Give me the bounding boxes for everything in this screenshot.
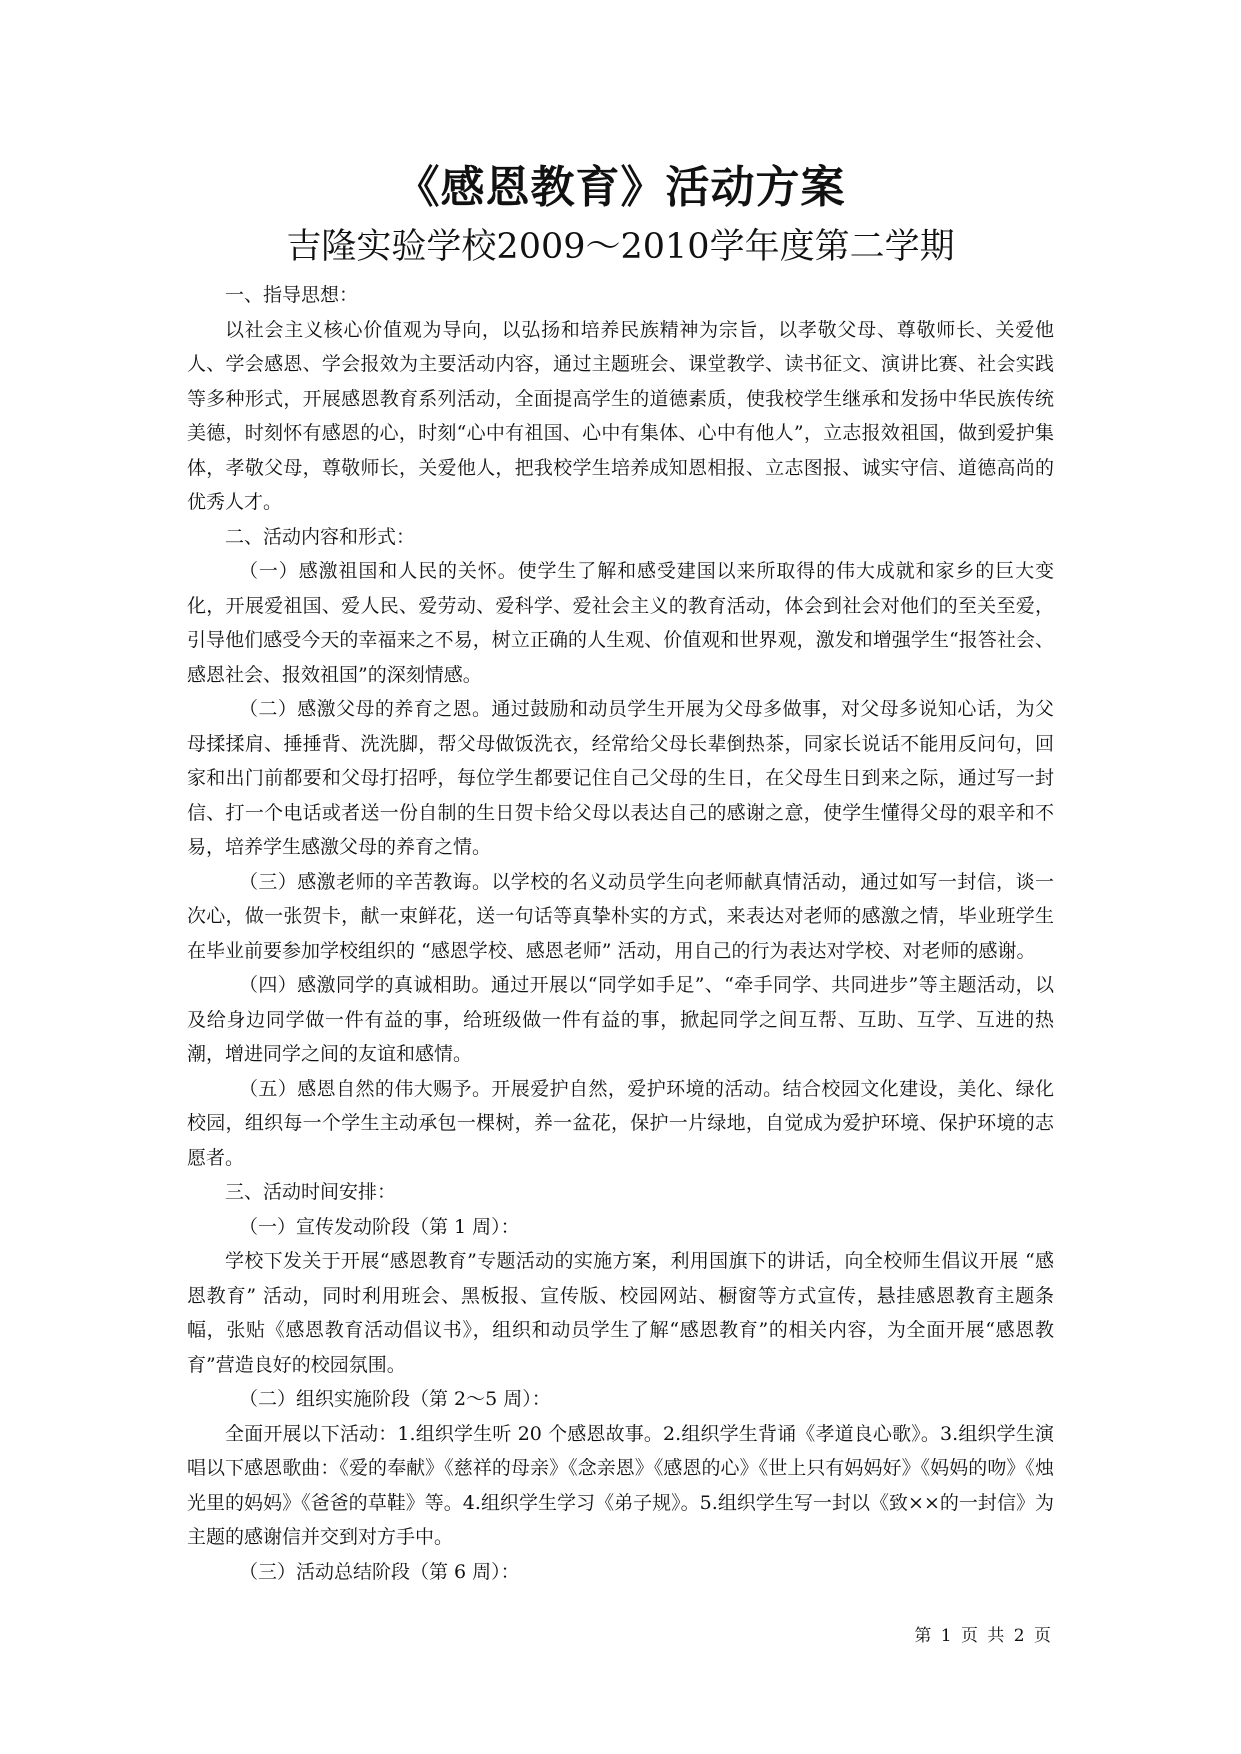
paragraph-gratitude-teachers: （三）感激老师的辛苦教诲。以学校的名义动员学生向老师献真情活动，通过如写一封信，谈一次心，做一张贺卡，献一束鲜花，送一句话等真挚朴实的方式，来表达对老师的感激之情，毕业班学生在毕业前要参加学校组织的 “感恩学校、感恩老师” 活动，用自己的行为表达对学校、对老师的感谢。	[187, 870, 1054, 962]
paragraph-phase-1: 学校下发关于开展“感恩教育”专题活动的实施方案，利用国旗下的讲话，向全校师生倡议开展 “感恩教育” 活动，同时利用班会、黑板报、宣传版、校园网站、橱窗等方式宣传，悬挂感恩教育主题条幅，张贴《感恩教育活动倡议书》，组织和动员学生了解“感恩教育”的相关内容，为全面开展“感恩教育”营造良好的校园氛围。	[187, 1250, 1054, 1376]
document-subtitle: 吉隆实验学校2009～2010学年度第二学期	[286, 227, 955, 267]
section-heading-schedule: 三、活动时间安排：	[225, 1181, 397, 1203]
paragraph-guiding-ideology: 以社会主义核心价值观为导向，以弘扬和培养民族精神为宗旨，以孝敬父母、尊敬师长、关爱他人、学会感恩、学会报效为主要活动内容，通过主题班会、课堂教学、读书征文、演讲比赛、社会实践等多种形式，开展感恩教育系列活动，全面提高学生的道德素质，使我校学生继承和发扬中华民族传统美德，时刻怀有感恩的心，时刻“心中有祖国、心中有集体、心中有他人”，立志报效祖国，做到爱护集体，孝敬父母，尊敬师长，关爱他人，把我校学生培养成知恩相报、立志图报、诚实守信、道德高尚的优秀人才。	[187, 318, 1054, 513]
document-body	[187, 278, 1054, 1589]
paragraph-gratitude-classmates: （四）感激同学的真诚相助。通过开展以“同学如手足”、“牵手同学、共同进步”等主题活动，以及给身边同学做一件有益的事，给班级做一件有益的事，掀起同学之间互帮、互助、互学、互进的热潮，增进同学之间的友谊和感情。	[187, 974, 1054, 1065]
schedule-phase-2-heading: （二）组织实施阶段（第 2～5 周）：	[239, 1388, 551, 1410]
paragraph-gratitude-nature: （五）感恩自然的伟大赐予。开展爱护自然，爱护环境的活动。结合校园文化建设，美化、绿化校园，组织每一个学生主动承包一棵树，养一盆花，保护一片绿地，自觉成为爱护环境、保护环境的志愿者。	[187, 1077, 1054, 1169]
section-heading-activity-content: 二、活动内容和形式：	[225, 525, 416, 548]
schedule-phase-1-heading: （一）宣传发动阶段（第 1 周）：	[239, 1215, 520, 1238]
section-heading-guiding-ideology: 一、指导思想：	[225, 284, 359, 306]
paragraph-gratitude-country: （一）感激祖国和人民的关怀。使学生了解和感受建国以来所取得的伟大成就和家乡的巨大变化，开展爱祖国、爱人民、爱劳动、爱科学、爱社会主义的教育活动，体会到社会对他们的至关至爱，引导他们感受今天的幸福来之不易，树立正确的人生观、价值观和世界观，激发和增强学生“报答社会、感恩社会、报效祖国”的深刻情感。	[187, 560, 1054, 686]
paragraph-phase-2: 全面开展以下活动：1.组织学生听 20 个感恩故事。2.组织学生背诵《孝道良心歌》。3.组织学生演唱以下感恩歌曲：《爱的奉献》《慈祥的母亲》《念亲恩》《感恩的心》《世上只有妈妈好》《妈妈的吻》《烛光里的妈妈》《爸爸的草鞋》等。4.组织学生学习《弟子规》。5.组织学生写一封以《致××的一封信》为主题的感谢信并交到对方手中。	[187, 1422, 1054, 1548]
schedule-phase-3-heading: （三）活动总结阶段（第 6 周）：	[239, 1560, 520, 1583]
page-number-footer: 第 1 页 共 2 页	[914, 1626, 1051, 1646]
document-title: 《感恩教育》活动方案	[395, 162, 846, 213]
paragraph-gratitude-parents: （二）感激父母的养育之恩。通过鼓励和动员学生开展为父母多做事，对父母多说知心话，为父母揉揉肩、捶捶背、洗洗脚，帮父母做饭洗衣，经常给父母长辈倒热茶，同家长说话不能用反问句，回家和出门前都要和父母打招呼，每位学生都要记住自己父母的生日，在父母生日到来之际，通过写一封信、打一个电话或者送一份自制的生日贺卡给父母以表达自己的感谢之意，使学生懂得父母的艰辛和不易，培养学生感激父母的养育之情。	[187, 698, 1054, 858]
